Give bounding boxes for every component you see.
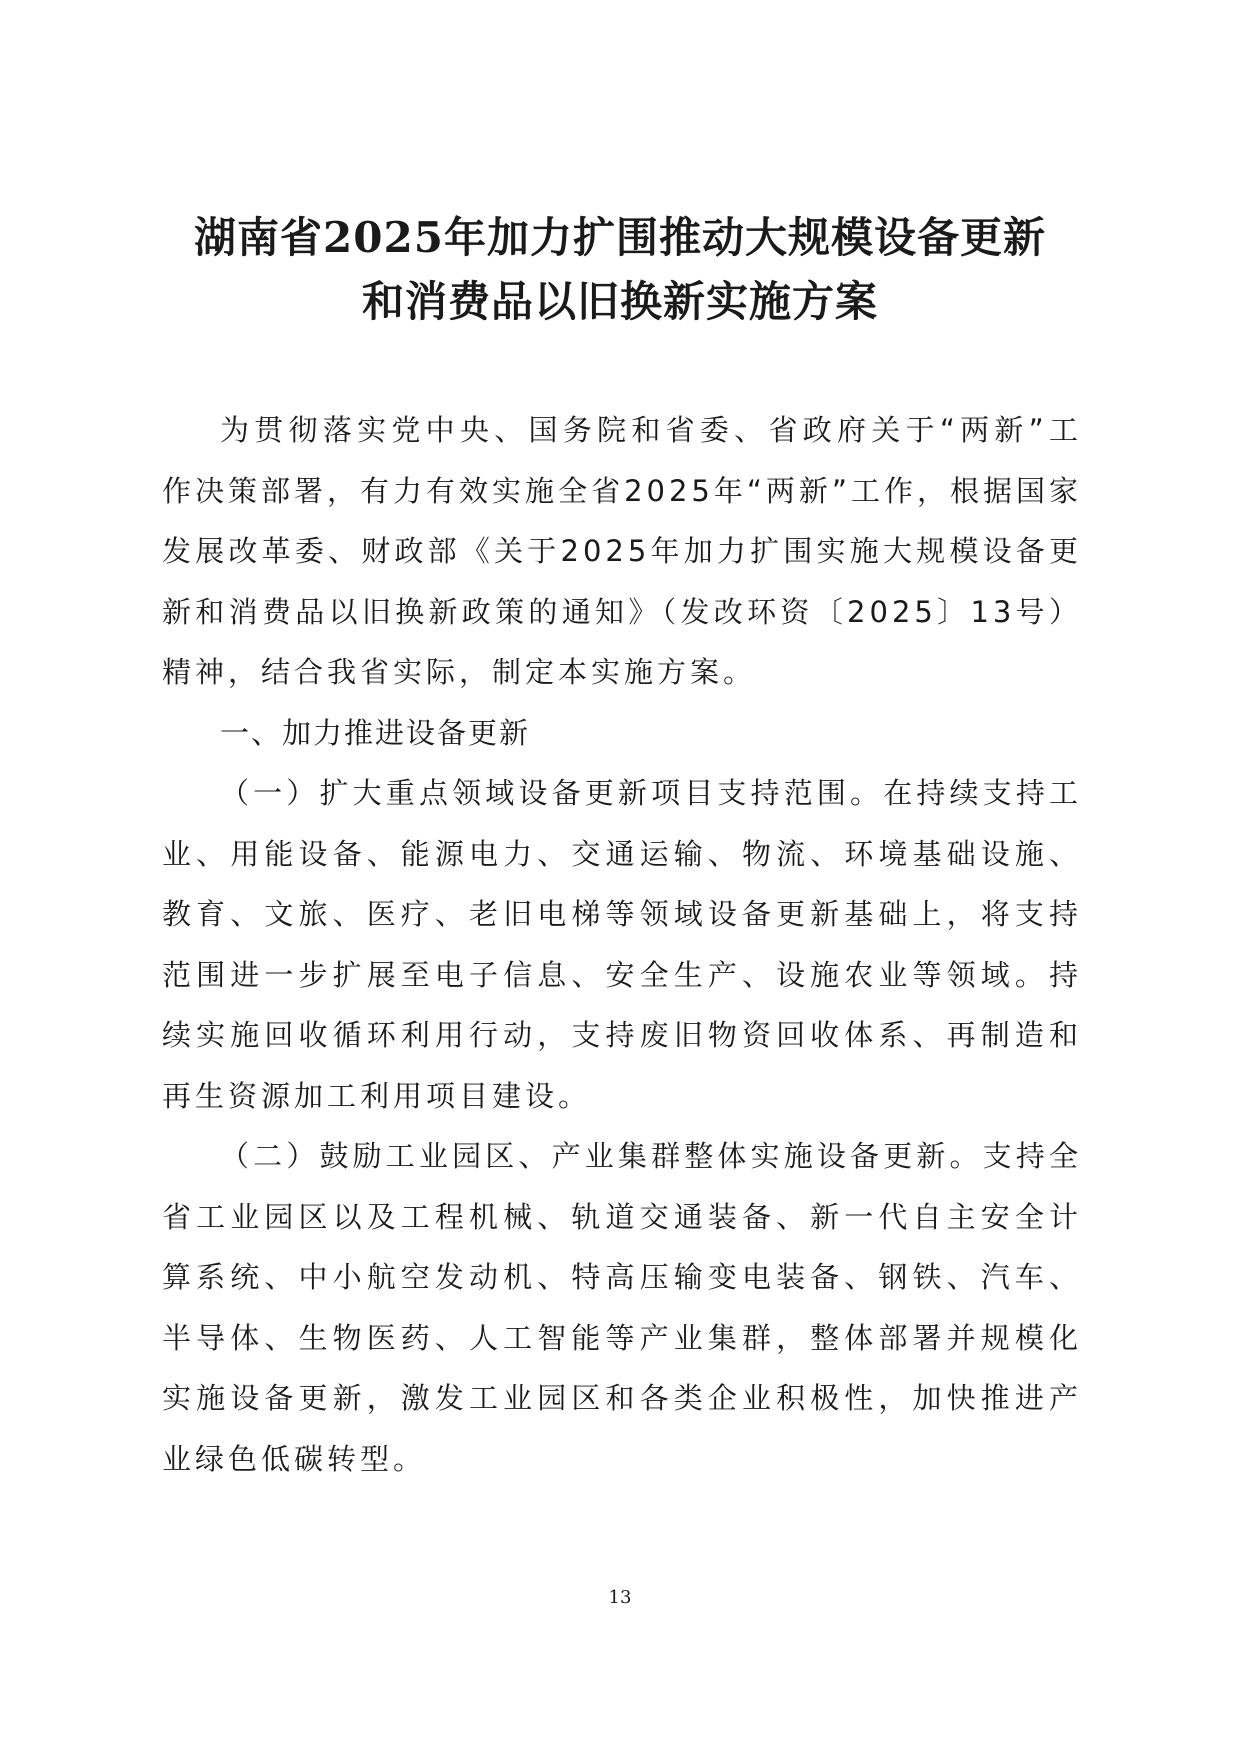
page-number: 13 bbox=[608, 1587, 632, 1608]
title-line-1: 湖南省2025年加力扩围推动大规模设备更新 bbox=[194, 213, 1046, 262]
document-body bbox=[162, 400, 1082, 1489]
document-title bbox=[140, 206, 1100, 334]
paragraph-item-1: （一）扩大重点领域设备更新项目支持范围。在持续支持工业、用能设备、能源电力、交通运输、物流、环境基础设施、教育、文旅、医疗、老旧电梯等领域设备更新基础上，将支持范围进一步扩展至电子信息、安全生产、设施农业等领域。持续实施回收循环利用行动，支持废旧物资回收体系、再制造和再生资源加工利用项目建设。 bbox=[162, 776, 1082, 1113]
title-line-2: 和消费品以旧换新实施方案 bbox=[361, 277, 878, 326]
paragraph-item-2: （二）鼓励工业园区、产业集群整体实施设备更新。支持全省工业园区以及工程机械、轨道交通装备、新一代自主安全计算系统、中小航空发动机、特高压输变电装备、钢铁、汽车、半导体、生物医药、人工智能等产业集群，整体部署并规模化实施设备更新，激发工业园区和各类企业积极性，加快推进产业绿色低碳转型。 bbox=[162, 1139, 1082, 1476]
paragraph-intro: 为贯彻落实党中央、国务院和省委、省政府关于“两新”工作决策部署，有力有效实施全省2025年“两新”工作，根据国家发展改革委、财政部《关于2025年加力扩围实施大规模设备更新和消费品以旧换新政策的通知》（发改环资〔2025〕13号）精神，结合我省实际，制定本实施方案。 bbox=[162, 413, 1082, 689]
section-heading: 一、加力推进设备更新 bbox=[220, 715, 531, 750]
